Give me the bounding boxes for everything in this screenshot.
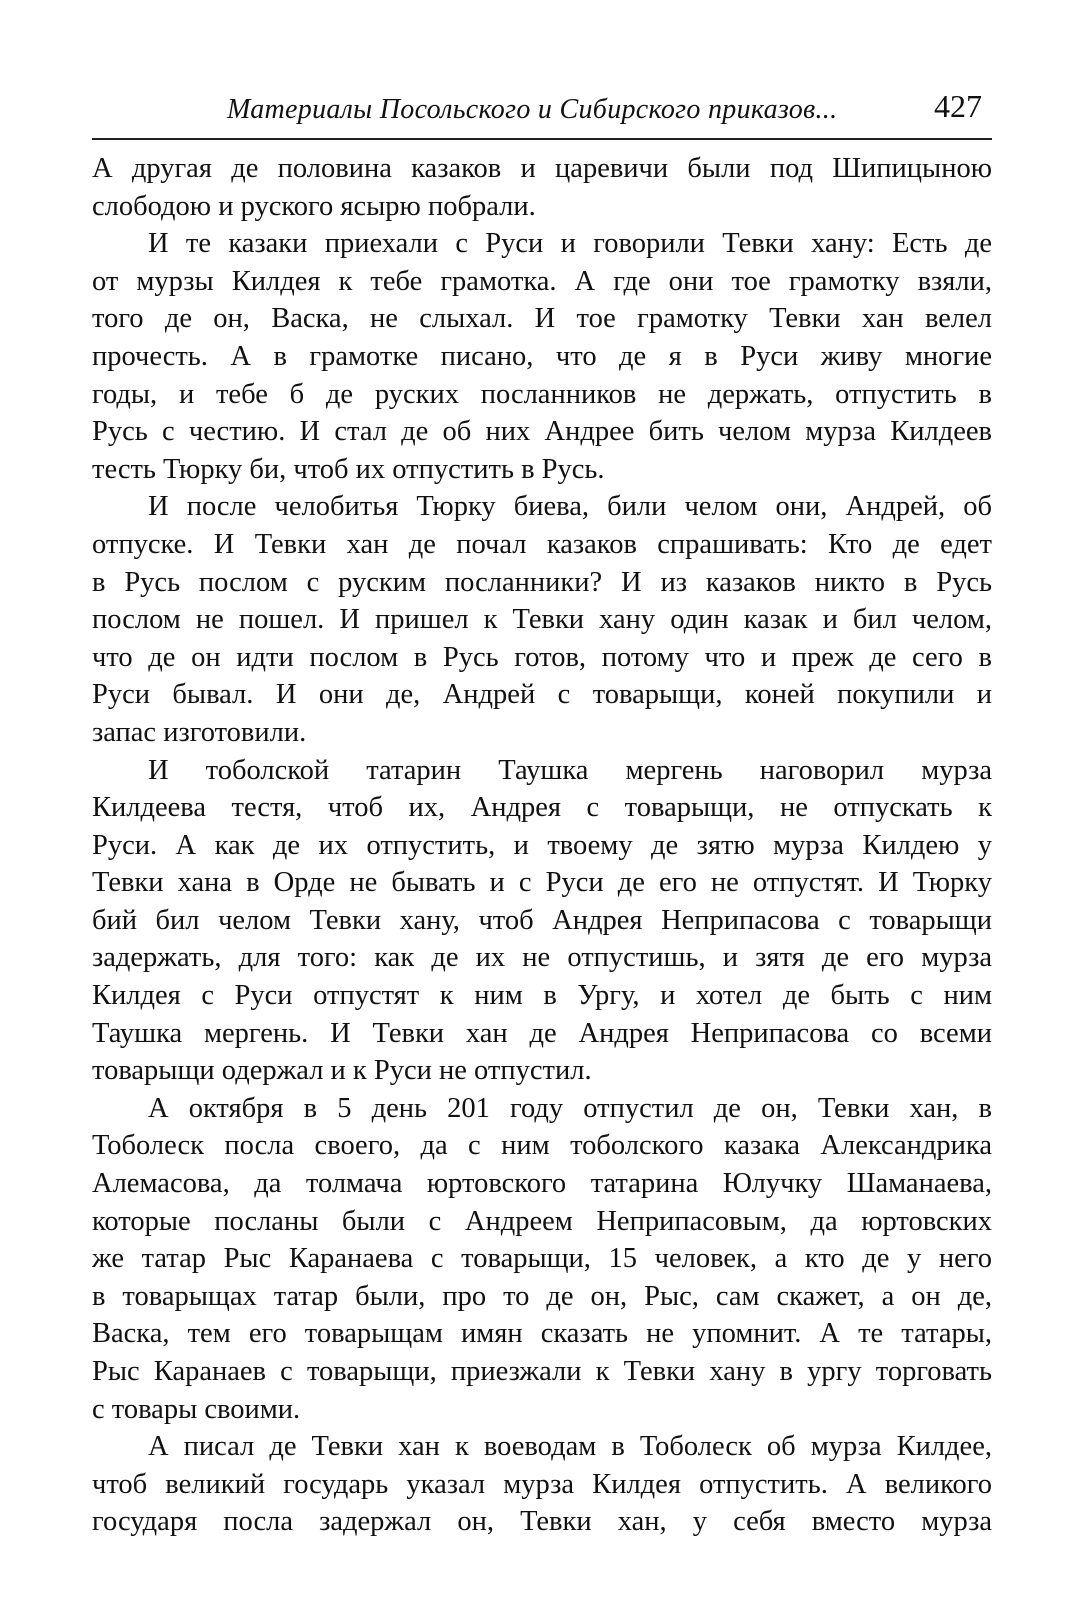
text-line: И тоболской татарин Таушка мергень наговорил мурза bbox=[148, 754, 992, 786]
text-line: Русь с честию. И стал де об них Андрее бить челом мурза Килдеев bbox=[92, 416, 992, 448]
text-line: Килдеева тестя, чтоб их, Андрея с товарыщи, не отпускать к bbox=[92, 792, 992, 824]
text-line: А октября в 5 день 201 году отпустил де он, Тевки хан, в bbox=[148, 1092, 992, 1124]
text-line: Рыс Каранаев с товарыщи, приезжали к Тевки хану в ургу торговать bbox=[92, 1356, 992, 1387]
text-line: же татар Рыс Каранаева с товарыщи, 15 человек, а кто де у него bbox=[92, 1243, 992, 1275]
body-text bbox=[92, 150, 992, 1541]
text-line: И после челобитья Тюрку биева, били челом они, Андрей, об bbox=[148, 491, 992, 523]
text-line: задержать, для того: как де их не отпустишь, и зятя де его мурза bbox=[92, 942, 992, 974]
text-line: с товары своими. bbox=[92, 1393, 301, 1425]
running-header bbox=[92, 86, 992, 140]
text-line: государя посла задержал он, Тевки хан, у себя вместо мурза bbox=[92, 1506, 992, 1538]
text-line: А другая де половина казаков и царевичи были под Шипицыною bbox=[92, 153, 992, 184]
text-line: в Русь послом с руским посланники? И из казаков никто в Русь bbox=[92, 566, 992, 598]
text-line: прочесть. А в грамотке писано, что де я в Руси живу многие bbox=[92, 340, 992, 372]
text-line: Килдея с Руси отпустят к ним в Ургу, и хотел де быть с ним bbox=[92, 980, 992, 1012]
text-line: Таушка мергень. И Тевки хан де Андрея Неприпасова со всеми bbox=[92, 1017, 992, 1049]
paragraph bbox=[92, 1090, 992, 1428]
paragraph bbox=[92, 150, 992, 225]
text-line: запас изготовили. bbox=[92, 716, 307, 748]
text-line: Руси бывал. И они де, Андрей с товарыщи, коней покупили и bbox=[92, 679, 992, 711]
text-line: Тевки хана в Орде не бывать и с Руси де его не отпустят. И Тюрку bbox=[92, 867, 992, 899]
text-line: годы, и тебе б де руских посланников не держать, отпустить в bbox=[92, 378, 992, 410]
text-line: Тоболеск посла своего, да с ним тоболского казака Александрика bbox=[92, 1130, 992, 1162]
text-line: в товарыщах татар были, про то де он, Рыс, сам скажет, а он де, bbox=[92, 1280, 992, 1312]
book-page bbox=[92, 86, 992, 1541]
text-line: которые посланы были с Андреем Неприпасовым, да юртовских bbox=[92, 1205, 992, 1237]
text-line: того де он, Васка, не слыхал. И тое грамотку Тевки хан велел bbox=[92, 303, 992, 335]
text-line: И те казаки приехали с Руси и говорили Тевки хану: Есть де bbox=[148, 228, 992, 260]
page-number: 427 bbox=[934, 88, 982, 124]
text-line: А писал де Тевки хан к воеводам в Тоболеск об мурза Килдее, bbox=[148, 1431, 992, 1463]
paragraph bbox=[92, 752, 992, 1090]
text-line: от мурзы Килдея к тебе грамотка. А где они тое грамотку взяли, bbox=[92, 265, 992, 297]
text-line: слободою и руского ясырю побрали. bbox=[92, 190, 536, 222]
text-line: Алемасова, да толмача юртовского татарина Юлучку Шаманаева, bbox=[92, 1168, 992, 1200]
text-line: отпуске. И Тевки хан де почал казаков спрашивать: Кто де едет bbox=[92, 528, 992, 560]
text-line: товарыщи одержал и к Руси не отпустил. bbox=[92, 1055, 592, 1087]
paragraph bbox=[92, 225, 992, 488]
text-line: чтоб великий государь указал мурза Килдея отпустить. А великого bbox=[92, 1468, 992, 1500]
text-line: Руси. А как де их отпустить, и твоему де зятю мурза Килдею у bbox=[92, 829, 992, 861]
text-line: Васка, тем его товарыщам имян сказать не упомнит. А те татары, bbox=[92, 1318, 992, 1350]
paragraph bbox=[92, 1428, 992, 1541]
text-line: что де он идти послом в Русь готов, потому что и преж де сего в bbox=[92, 641, 992, 673]
text-line: тесть Тюрку би, чтоб их отпустить в Русь. bbox=[92, 453, 605, 485]
paragraph bbox=[92, 488, 992, 751]
text-line: бий бил челом Тевки хану, чтоб Андрея Неприпасова с товарыщи bbox=[92, 904, 992, 936]
text-line: послом не пошел. И пришел к Тевки хану один казак и бил челом, bbox=[92, 604, 992, 636]
running-title: Материалы Посольского и Сибирского приказов... bbox=[227, 94, 838, 125]
